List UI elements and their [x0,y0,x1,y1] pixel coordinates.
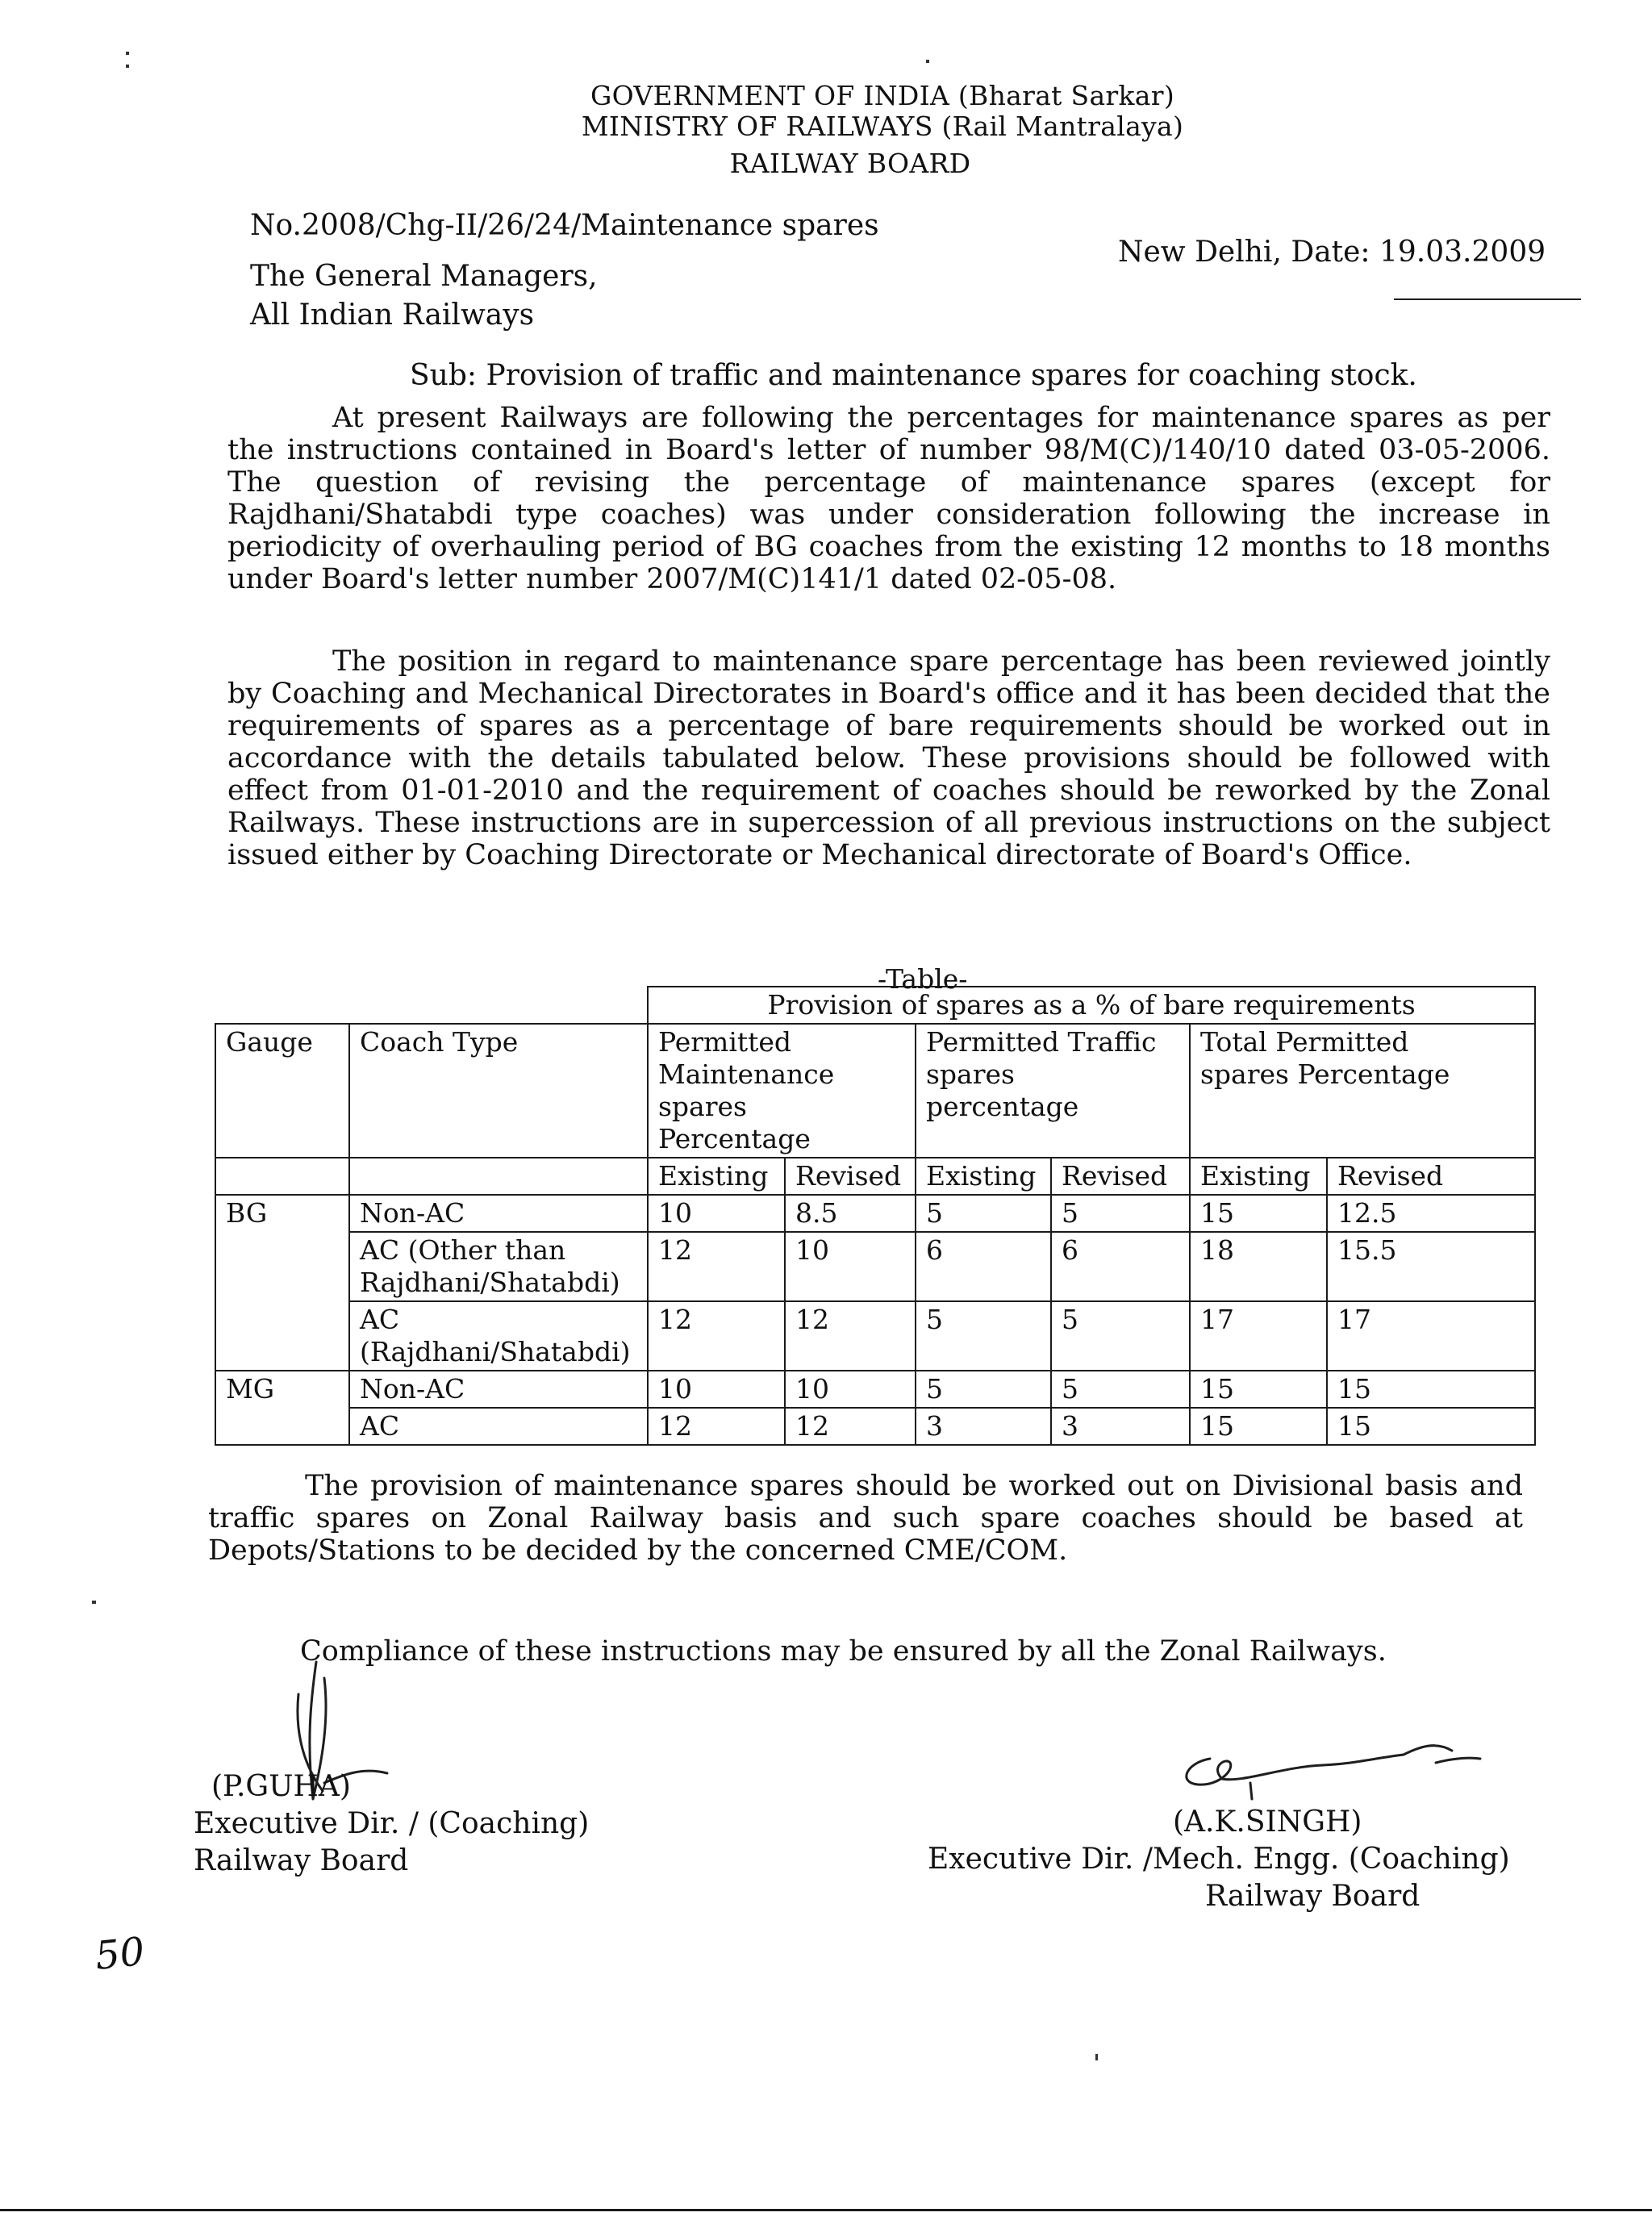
table-row [215,1371,1535,1408]
header-coach-type: Coach Type [349,1024,648,1158]
header-government: GOVERNMENT OF INDIA (Bharat Sarkar) [590,80,1175,111]
cell-traffic-existing: 5 [916,1301,1051,1371]
paragraph-1 [227,402,1550,595]
table-group-row [215,987,1535,1024]
cell-total-existing: 15 [1190,1195,1327,1232]
paragraph-4: Compliance of these instructions may be ensured by all the Zonal Railways. [300,1635,1387,1668]
cell-maint-existing: 12 [648,1301,785,1371]
cell-traffic-existing: 6 [916,1232,1051,1301]
cell-maint-revised: 10 [785,1371,916,1408]
header-total: Total Permitted spares Percentage [1190,1024,1535,1158]
cell-total-existing: 17 [1190,1301,1327,1371]
sub-traffic-existing: Existing [916,1158,1051,1195]
cell-maint-existing: 12 [648,1232,785,1301]
margin-note: 50 [93,1928,147,1980]
cell-total-existing: 15 [1190,1371,1327,1408]
cell-traffic-existing: 5 [916,1195,1051,1232]
cell-maint-revised: 8.5 [785,1195,916,1232]
sub-total-revised: Revised [1327,1158,1535,1195]
cell-total-existing: 15 [1190,1408,1327,1445]
header-board: RAILWAY BOARD [729,148,971,179]
sub-maint-revised: Revised [785,1158,916,1195]
signatory-right-title: Executive Dir. /Mech. Engg. (Coaching) [928,1843,1510,1876]
cell-coach: Non-AC [349,1371,648,1408]
table-row [215,1408,1535,1445]
cell-total-revised: 15 [1327,1371,1535,1408]
cell-gauge: MG [215,1371,349,1408]
cell-maint-existing: 10 [648,1195,785,1232]
cell-total-existing: 18 [1190,1232,1327,1301]
paragraph-3-text: The provision of maintenance spares should be worked out on Divisional basis and traffic spares on Zonal Railway basis and such spare coaches should be based at Depots/Stations to be decided by the concerned CME/COM. [208,1470,1523,1567]
cell-gauge [215,1408,349,1445]
cell-coach: AC (Other than Rajdhani/Shatabdi) [349,1232,648,1301]
cell-traffic-existing: 5 [916,1371,1051,1408]
signatory-left-org: Railway Board [194,1844,409,1877]
cell-maint-revised: 12 [785,1301,916,1371]
subject-line: Sub: Provision of traffic and maintenance spares for coaching stock. [410,359,1417,392]
scan-speck [1095,2054,1098,2060]
header-gauge: Gauge [215,1024,349,1158]
cell-maint-existing: 10 [648,1371,785,1408]
signatory-left-name: (P.GUHA) [211,1770,351,1803]
paragraph-2 [227,645,1550,871]
paragraph-2-text: The position in regard to maintenance spare percentage has been reviewed jointly by Coaching and Mechanical Directorates in Board's office and it has been decided that the requirements of spares as a percentage of bare requirements should be worked out in accordance with the details tabulated below. These provisions should be followed with effect from 01-01-2010 and the requirement of coaches should be reworked by the Zonal Railways. These instructions are in supercession of all previous instructions on the subject issued either by Coaching Directorate or Mechanical directorate of Board's Office. [227,645,1550,871]
cell-gauge: BG [215,1195,349,1232]
cell-gauge [215,1232,349,1301]
header-ministry: MINISTRY OF RAILWAYS (Rail Mantralaya) [581,111,1184,142]
cell-traffic-existing: 3 [916,1408,1051,1445]
scan-speck [926,60,929,63]
sub-maint-existing: Existing [648,1158,785,1195]
cell-coach: AC [349,1408,648,1445]
cell-total-revised: 12.5 [1327,1195,1535,1232]
header-traffic: Permitted Traffic spares percentage [916,1024,1190,1158]
cell-maint-existing: 12 [648,1408,785,1445]
paragraph-1-text: At present Railways are following the percentages for maintenance spares as per the instructions contained in Board's letter of number 98/M(C)/140/10 dated 03-05-2006. The question of revising the percentage of maintenance spares (except for Rajdhani/Shatabdi type coaches) was under consideration following the increase in periodicity of overhauling period of BG coaches from the existing 12 months to 18 months under Board's letter number 2007/M(C)141/1 dated 02-05-08. [227,402,1550,595]
letter-date: New Delhi, Date: 19.03.2009 [1118,236,1546,269]
table-row [215,1301,1535,1371]
table-row [215,1195,1535,1232]
scan-bottom-edge [0,2209,1652,2211]
addressee-line-2: All Indian Railways [250,298,535,332]
signatory-right-name: (A.K.SINGH) [1173,1805,1362,1839]
cell-traffic-revised: 5 [1051,1301,1190,1371]
reference-number: No.2008/Chg-II/26/24/Maintenance spares [250,209,879,242]
cell-traffic-revised: 3 [1051,1408,1190,1445]
table-row [215,1232,1535,1301]
cell-coach: AC (Rajdhani/Shatabdi) [349,1301,648,1371]
table-subheader-row [215,1158,1535,1195]
signatory-left-title: Executive Dir. / (Coaching) [194,1807,590,1840]
sub-total-existing: Existing [1190,1158,1327,1195]
cell-total-revised: 17 [1327,1301,1535,1371]
cell-total-revised: 15 [1327,1408,1535,1445]
addressee-line-1: The General Managers, [250,260,598,293]
header-maintenance: Permitted Maintenance spares Percentage [648,1024,916,1158]
paragraph-3 [208,1470,1523,1567]
cell-traffic-revised: 5 [1051,1371,1190,1408]
cell-gauge [215,1301,349,1371]
scan-speck [126,65,129,68]
table-caption: -Table- [878,963,968,995]
cell-maint-revised: 10 [785,1232,916,1301]
date-underline [1394,298,1581,300]
cell-coach: Non-AC [349,1195,648,1232]
cell-traffic-revised: 5 [1051,1195,1190,1232]
cell-total-revised: 15.5 [1327,1232,1535,1301]
cell-traffic-revised: 6 [1051,1232,1190,1301]
group-header: Provision of spares as a % of bare requirements [648,987,1535,1024]
sub-traffic-revised: Revised [1051,1158,1190,1195]
signatory-right-org: Railway Board [1205,1880,1420,1913]
scan-speck [92,1601,96,1604]
scan-speck [126,52,129,55]
signature-right-icon [1162,1734,1484,1807]
cell-maint-revised: 12 [785,1408,916,1445]
table-header-row [215,1024,1535,1158]
spares-table [215,986,1536,1446]
